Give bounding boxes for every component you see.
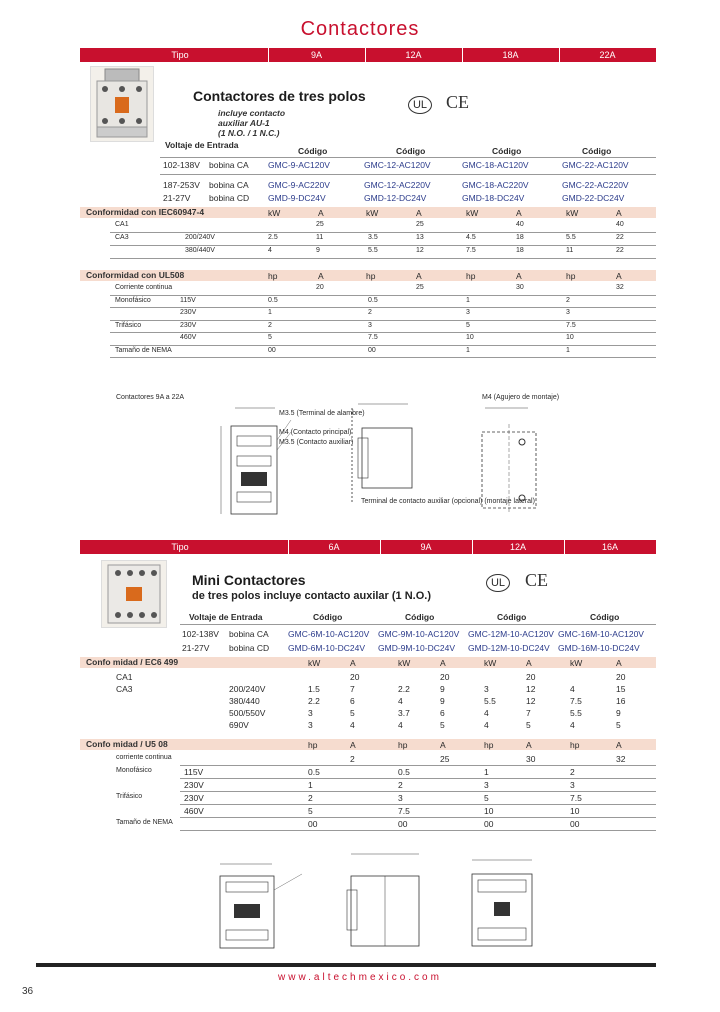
row-divider (180, 817, 656, 818)
row-divider (110, 258, 656, 259)
cell-value: 5 (466, 321, 470, 329)
row-label: CA3 (115, 234, 129, 241)
product-code: GMC-22-AC120V (562, 160, 629, 170)
product-photo-contactor (90, 66, 154, 142)
row-divider (110, 232, 656, 233)
cell-value: 00 (268, 346, 276, 354)
unit: kW (308, 658, 321, 668)
note-line: (1 N.O. / 1 N.C.) (218, 128, 280, 138)
cell-value: 0.5 (368, 296, 378, 304)
unit: A (616, 208, 622, 218)
cell-value: 11 (566, 247, 574, 254)
unit: hp (570, 740, 580, 750)
row-divider (110, 345, 656, 346)
unit: A (516, 271, 522, 281)
unit: kW (398, 658, 411, 668)
row-sub: 230V (184, 793, 204, 803)
cell-value: 4 (570, 684, 575, 694)
row-sub: 115V (184, 767, 204, 777)
row-sub: 200/240V (229, 684, 266, 694)
product-photo-mini-contactor (101, 560, 167, 628)
voltage-value: 102-138V (182, 629, 219, 639)
cell-value: 0.5 (398, 767, 410, 777)
cell-value: 5 (350, 708, 355, 718)
row-sub: 200/240V (185, 234, 215, 241)
ce-logo: CE (446, 92, 470, 112)
row-divider (180, 791, 656, 792)
product-code: GMD-18-DC24V (462, 193, 525, 203)
row-sub: 380/440V (185, 247, 215, 254)
row-sub: 460V (184, 806, 204, 816)
cell-value: 15 (616, 684, 626, 694)
cell-value: 11 (316, 234, 324, 241)
footer-rule (36, 963, 656, 967)
product-code: GMD-9-DC24V (268, 193, 326, 203)
cell-value: 6 (350, 696, 355, 706)
cell-value: 7.5 (368, 334, 378, 341)
cell-value: 5 (616, 720, 621, 730)
cell-value: 25 (416, 284, 424, 291)
cell-value: 5 (268, 334, 272, 341)
unit: A (416, 271, 422, 281)
row-label: CA1 (116, 672, 133, 682)
iec-title: Conformidad con IEC60947-4 (86, 207, 205, 217)
cell-value: 32 (616, 754, 626, 764)
drawing-label: M4 (Agujero de montaje) (482, 394, 560, 401)
row-divider (110, 307, 656, 308)
cell-value: 32 (616, 284, 624, 291)
product-code: GMD-12M-10-DC24V (468, 643, 550, 653)
unit: hp (484, 740, 494, 750)
cell-value: 2.5 (268, 234, 278, 241)
cell-value: 2 (368, 309, 372, 316)
cell-value: 7.5 (398, 806, 410, 816)
row-label: CA3 (116, 684, 133, 694)
cell-value: 10 (484, 806, 494, 816)
cell-value: 30 (516, 284, 524, 291)
cell-value: 4 (350, 720, 355, 730)
tipo-col: 9A (420, 542, 432, 552)
ce-logo: CE (525, 570, 549, 590)
cell-value: 25 (316, 221, 324, 228)
cell-value: 4 (398, 720, 403, 730)
row-divider (180, 804, 656, 805)
unit: A (616, 271, 622, 281)
cell-value: 2.2 (308, 696, 320, 706)
unit: A (440, 658, 446, 668)
unit: A (318, 208, 324, 218)
row-divider (110, 295, 656, 296)
bobina-type: bobina CD (229, 643, 270, 653)
row-label: Trifásico (116, 793, 143, 800)
product-code: GMC-12M-10-AC120V (468, 629, 554, 639)
cell-value: 6 (440, 708, 445, 718)
unit: hp (398, 740, 408, 750)
cell-value: 7.5 (570, 696, 582, 706)
ul-logo: UL (486, 574, 510, 592)
cell-value: 12 (526, 684, 536, 694)
side-dimension-drawing (348, 398, 438, 513)
unit: A (516, 208, 522, 218)
iec-title: Confo midad / EC6 499 (86, 657, 179, 667)
codigo-header: Código (492, 146, 522, 156)
product-code: GMC-6M-10-AC120V (288, 629, 370, 639)
row-sub: 230V (184, 780, 204, 790)
cell-value: 25 (416, 221, 424, 228)
cell-value: 0.5 (268, 296, 278, 304)
iec-header (80, 657, 656, 668)
cell-value: 7 (350, 684, 355, 694)
tipo-col: 18A (502, 50, 519, 60)
cell-value: 2 (398, 780, 403, 790)
mini-side-drawing (343, 850, 433, 965)
row-label: Trifásico (115, 321, 142, 329)
product-code: GMC-18-AC220V (462, 180, 529, 190)
tipo-col: 12A (509, 542, 526, 552)
cell-value: 16 (616, 696, 626, 706)
cell-value: 3 (484, 780, 489, 790)
unit: A (616, 658, 622, 668)
iec-header (80, 207, 656, 218)
ul-title: Conformidad con UL508 (86, 270, 185, 280)
tipo-label: Tipo (171, 50, 189, 60)
product-code: GMC-9M-10-AC120V (378, 629, 460, 639)
codigo-header: Código (396, 146, 426, 156)
cell-value: 2 (268, 321, 272, 329)
cell-value: 9 (440, 696, 445, 706)
row-divider (110, 320, 656, 321)
voltage-value: 102-138V (163, 160, 200, 170)
row-divider (110, 332, 656, 333)
cell-value: 20 (316, 284, 324, 291)
drawing-caption: Contactores 9A a 22A (116, 394, 185, 401)
product-code: GMC-12-AC120V (364, 160, 431, 170)
cell-value: 7.5 (566, 321, 576, 329)
drawing-label: Terminal de contacto auxiliar (opcional) (montaje lateral) (361, 498, 535, 505)
voltage-value: 187-253V (163, 180, 200, 190)
product-code: GMD-16M-10-DC24V (558, 643, 640, 653)
row-sub: 690V (229, 720, 249, 730)
voltage-value: 21-27V (182, 643, 210, 653)
mini-front-drawing (212, 860, 322, 965)
row-label: Tamaño de NEMA (115, 346, 172, 354)
row-sub: 115V (180, 296, 196, 304)
product-code: GMC-9-AC220V (268, 180, 330, 190)
bobina-type: bobina CA (209, 180, 249, 190)
cell-value: 4 (268, 247, 272, 254)
codigo-header: Código (590, 612, 620, 622)
bobina-type: bobina CA (229, 629, 269, 639)
cell-value: 1.5 (308, 684, 320, 694)
cell-value: 3 (308, 720, 313, 730)
cell-value: 5.5 (570, 708, 582, 718)
unit: hp (268, 271, 278, 281)
unit: A (416, 208, 422, 218)
cell-value: 2 (570, 767, 575, 777)
cell-value: 3 (398, 793, 403, 803)
cell-value: 20 (440, 672, 450, 682)
unit: A (616, 740, 622, 750)
cell-value: 20 (616, 672, 626, 682)
cell-value: 3.5 (368, 234, 378, 241)
cell-value: 9 (616, 708, 621, 718)
cell-value: 3 (566, 309, 570, 316)
codigo-header: Código (497, 612, 527, 622)
cell-value: 4.5 (466, 234, 476, 241)
cell-value: 5 (308, 806, 313, 816)
tipo-col: 12A (405, 50, 422, 60)
cell-value: 5 (526, 720, 531, 730)
product-code: GMC-16M-10-AC120V (558, 629, 644, 639)
product-code: GMC-9-AC120V (268, 160, 330, 170)
cell-value: 2 (308, 793, 313, 803)
ul-header (80, 739, 656, 750)
cell-value: 00 (368, 346, 376, 354)
row-divider (110, 357, 656, 358)
cell-value: 7.5 (466, 247, 476, 254)
row-label: CA1 (115, 221, 129, 228)
codigo-header: Código (582, 146, 612, 156)
voltaje-header: Voltaje de Entrada (165, 140, 239, 150)
unit: A (318, 271, 324, 281)
tipo-col: 22A (599, 50, 616, 60)
row-label: corriente continua (116, 754, 172, 761)
cell-value: 20 (526, 672, 536, 682)
cell-value: 00 (570, 819, 580, 829)
cell-value: 10 (466, 334, 474, 341)
unit: kW (484, 658, 497, 668)
cell-value: 4 (398, 696, 403, 706)
unit: A (350, 658, 356, 668)
cell-value: 3 (308, 708, 313, 718)
cell-value: 40 (516, 221, 524, 228)
cell-value: 12 (526, 696, 536, 706)
cell-value: 3.7 (398, 708, 410, 718)
row-sub: 500/550V (229, 708, 266, 718)
product-code: GMD-22-DC24V (562, 193, 625, 203)
voltaje-header: Voltaje de Entrada (189, 612, 263, 622)
unit: hp (566, 271, 576, 281)
cell-value: 7 (526, 708, 531, 718)
bobina-type: bobina CD (209, 193, 250, 203)
row-divider (180, 778, 656, 779)
unit: kW (366, 208, 379, 218)
bobina-type: bobina CA (209, 160, 249, 170)
tipo-bar-1 (80, 48, 656, 62)
tipo-col: 16A (601, 542, 618, 552)
cell-value: 18 (516, 247, 524, 254)
product-code: GMD-6M-10-DC24V (288, 643, 365, 653)
cell-value: 00 (398, 819, 408, 829)
unit: hp (466, 271, 476, 281)
cell-value: 13 (416, 234, 424, 241)
unit: A (526, 740, 532, 750)
cell-value: 1 (268, 309, 272, 316)
row-divider (180, 830, 656, 831)
cell-value: 1 (466, 296, 470, 304)
cell-value: 18 (516, 234, 524, 241)
cell-value: 12 (416, 247, 424, 254)
section-title: Mini Contactores (192, 572, 306, 588)
cell-value: 10 (566, 334, 574, 341)
codigo-header: Código (405, 612, 435, 622)
tipo-bar-2 (80, 540, 656, 554)
cell-value: 22 (616, 247, 624, 254)
ul-header (80, 270, 656, 281)
drawing-label: M4 (Contacto principal) (279, 429, 352, 436)
unit: kW (570, 658, 583, 668)
cell-value: 40 (616, 221, 624, 228)
tipo-col: 6A (328, 542, 340, 552)
product-code: GMC-18-AC120V (462, 160, 529, 170)
mini-mounting-drawing (466, 856, 546, 961)
cell-value: 0.5 (308, 767, 320, 777)
unit: hp (366, 271, 376, 281)
cell-value: 5.5 (484, 696, 496, 706)
row-sub: 230V (180, 321, 197, 329)
codigo-header: Código (298, 146, 328, 156)
cell-value: 00 (484, 819, 494, 829)
tipo-col: 9A (310, 50, 322, 60)
row-label: Tamaño de NEMA (116, 819, 173, 826)
row-divider (110, 245, 656, 246)
drawing-label: M3.5 (Contacto auxiliar) (279, 439, 354, 446)
section-subtitle: de tres polos incluye contacto auxilar (1 N.O.) (192, 590, 432, 602)
row-label: Corriente continua (115, 284, 173, 291)
cell-value: 25 (440, 754, 450, 764)
row-label: Monofásico (115, 296, 151, 304)
cell-value: 20 (350, 672, 360, 682)
cell-value: 4 (484, 708, 489, 718)
cell-value: 7.5 (570, 793, 582, 803)
cell-value: 10 (570, 806, 580, 816)
cell-value: 2 (566, 296, 570, 304)
page-title: Contactores (300, 18, 420, 40)
product-code: GMC-22-AC220V (562, 180, 629, 190)
voltage-value: 21-27V (163, 193, 191, 203)
product-code: GMC-12-AC220V (364, 180, 431, 190)
unit: A (350, 740, 356, 750)
product-code: GMD-9M-10-DC24V (378, 643, 455, 653)
cell-value: 3 (368, 321, 372, 329)
unit: hp (308, 740, 318, 750)
row-label: Monofásico (116, 767, 152, 774)
cell-value: 9 (440, 684, 445, 694)
cell-value: 5.5 (368, 247, 378, 254)
cell-value: 2.2 (398, 684, 410, 694)
unit: A (440, 740, 446, 750)
cell-value: 30 (526, 754, 536, 764)
unit: kW (466, 208, 479, 218)
cell-value: 5.5 (566, 234, 576, 241)
cell-value: 1 (466, 346, 470, 354)
cell-value: 1 (566, 346, 570, 354)
cell-value: 4 (570, 720, 575, 730)
tipo-label: Tipo (171, 542, 189, 552)
cell-value: 5 (484, 793, 489, 803)
section-title: Contactores de tres polos (193, 88, 366, 104)
cell-value: 00 (308, 819, 318, 829)
front-dimension-drawing (215, 400, 355, 535)
product-code: GMD-12-DC24V (364, 193, 427, 203)
ul-title: Confo midad / U5 08 (86, 739, 168, 749)
cell-value: 2 (350, 754, 355, 764)
cell-value: 3 (570, 780, 575, 790)
row-divider (180, 765, 656, 766)
ul-logo: UL (408, 96, 432, 114)
cell-value: 9 (316, 247, 320, 254)
unit: A (526, 658, 532, 668)
cell-value: 22 (616, 234, 624, 241)
note-line: incluye contacto (218, 108, 286, 118)
footer-url[interactable]: www.altechmexico.com (278, 972, 442, 983)
cell-value: 5 (440, 720, 445, 730)
row-sub: 380/440 (229, 696, 260, 706)
unit: kW (268, 208, 281, 218)
mounting-hole-drawing (470, 404, 550, 529)
cell-value: 3 (484, 684, 489, 694)
unit: kW (566, 208, 579, 218)
row-sub: 230V (180, 309, 197, 316)
drawing-label: M3.5 (Terminal de alambre) (279, 410, 365, 417)
row-sub: 460V (180, 334, 197, 341)
cell-value: 1 (484, 767, 489, 777)
codigo-header: Código (313, 612, 343, 622)
cell-value: 3 (466, 309, 470, 316)
note-line: auxiliar AU-1 (218, 118, 270, 128)
page-number: 36 (22, 986, 34, 997)
cell-value: 1 (308, 780, 313, 790)
cell-value: 4 (484, 720, 489, 730)
